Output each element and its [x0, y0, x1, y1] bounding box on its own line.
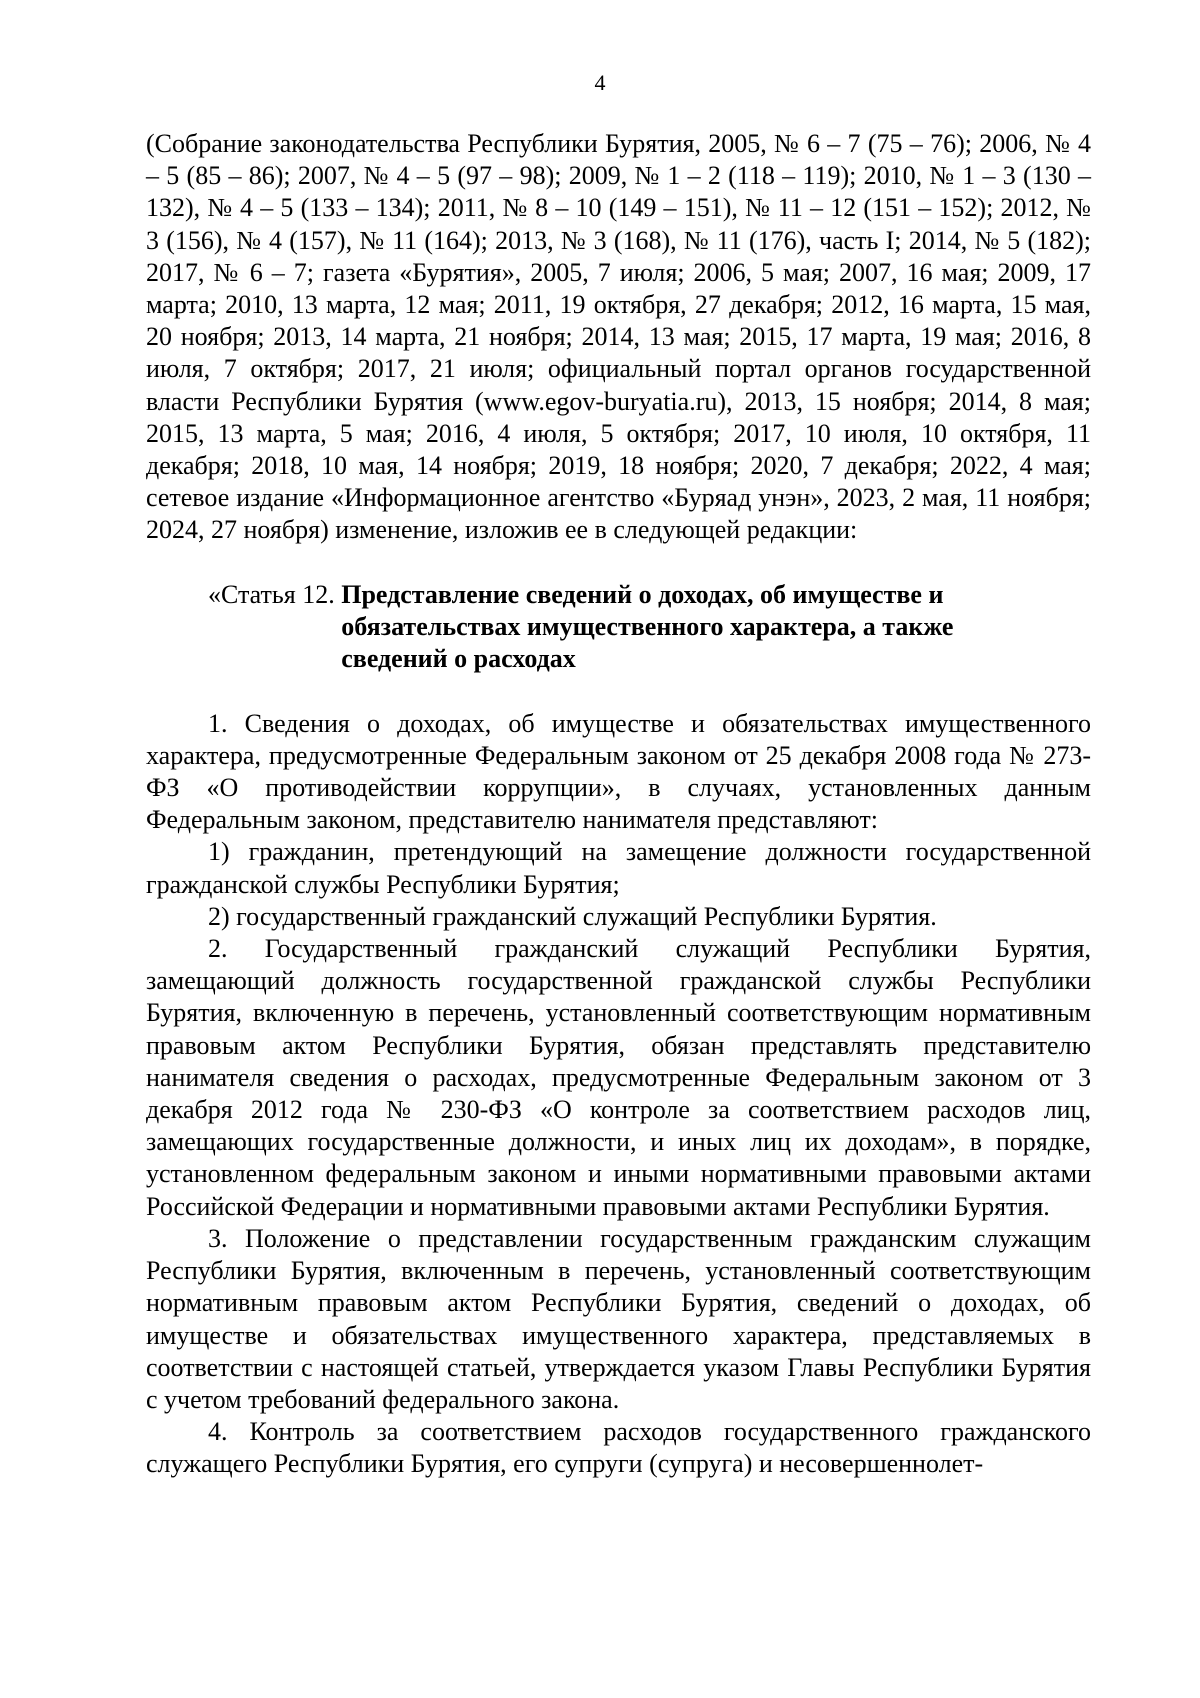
article-label: «Статья 12. — [208, 579, 342, 609]
article-heading — [146, 579, 1091, 675]
paragraph-1-item-2: 2) государственный гражданский служащий Республики Бурятия. — [208, 901, 937, 931]
document-body — [146, 128, 1091, 1481]
article-title: Представление сведений о доходах, об имуществе и обязательствах имущественного характера, а также сведений о расходах — [341, 579, 954, 673]
paragraph-1: 1. Сведения о доходах, об имуществе и обязательствах имущественного характера, предусмотренные Федеральным законом от 25 декабря 2008 года № 273-ФЗ «О противодействии коррупции», в случаях, установленных данным Федеральным законом, представителю нанимателя представляют: — [146, 708, 1091, 835]
paragraph-3: 3. Положение о представлении государственным гражданским служащим Республики Бурятия, включенным в перечень, установленный соответствующим нормативным правовым актом Республики Бурятия, сведений о доходах, об имуществе и обязательствах имущественного характера, представляемых в соответствии с настоящей статьей, утверждается указом Главы Республики Бурятия с учетом требований федерального закона. — [146, 1223, 1091, 1414]
paragraph-4: 4. Контроль за соответствием расходов государственного гражданского служащего Республики Бурятия, его супруги (супруга) и несовершеннолет- — [146, 1417, 1091, 1479]
paragraph-1-item-1: 1) гражданин, претендующий на замещение должности государственной гражданской службы Республики Бурятия; — [146, 837, 1091, 899]
intro-paragraph: (Собрание законодательства Республики Бурятия, 2005, № 6 – 7 (75 – 76); 2006, № 4 – 5 (85 – 86); 2007, № 4 – 5 (97 – 98); 2009, № 1 – 2 (118 – 119); 2010, № 1 – 3 (130 – 132), № 4 – 5 (133 – 134); 2011, № 8 – 10 (149 – 151), № 11 – 12 (151 – 152); 2012, № 3 (156), № 4 (157), № 11 (164); 2013, № 3 (168), № 11 (176), часть I; 2014, № 5 (182); 2017, № 6 – 7; газета «Бурятия», 2005, 7 июля; 2006, 5 мая; 2007, 16 мая; 2009, 17 марта; 2010, 13 марта, 12 мая; 2011, 19 октября, 27 декабря; 2012, 16 марта, 15 мая, 20 ноября; 2013, 14 марта, 21 ноября; 2014, 13 мая; 2015, 17 марта, 19 мая; 2016, 8 июля, 7 октября; 2017, 21 июля; официальный портал органов государственной власти Республики Бурятия (www.egov-buryatia.ru), 2013, 15 ноября; 2014, 8 мая; 2015, 13 марта, 5 мая; 2016, 4 июля, 5 октября; 2017, 10 июля, 10 октября, 11 декабря; 2018, 10 мая, 14 ноября; 2019, 18 ноября; 2020, 7 декабря; 2022, 4 мая; сетевое издание «Информационное агентство «Буряад унэн», 2023, 2 мая, 11 ноября; 2024, 27 ноября) изменение, изложив ее в следующей редакции: — [146, 129, 1091, 545]
page-number: 4 — [594, 70, 606, 95]
paragraph-2: 2. Государственный гражданский служащий Республики Бурятия, замещающий должность государственной гражданской службы Республики Бурятия, включенную в перечень, установленный соответствующим нормативным правовым актом Республики Бурятия, обязан представлять представителю нанимателя сведения о расходах, предусмотренные Федеральным законом от 3 декабря 2012 года № 230-ФЗ «О контроле за соответствием расходов лиц, замещающих государственные должности, и иных лиц их доходам», в порядке, установленном федеральным законом и иными нормативными правовыми актами Российской Федерации и нормативными правовыми актами Республики Бурятия. — [146, 934, 1091, 1221]
